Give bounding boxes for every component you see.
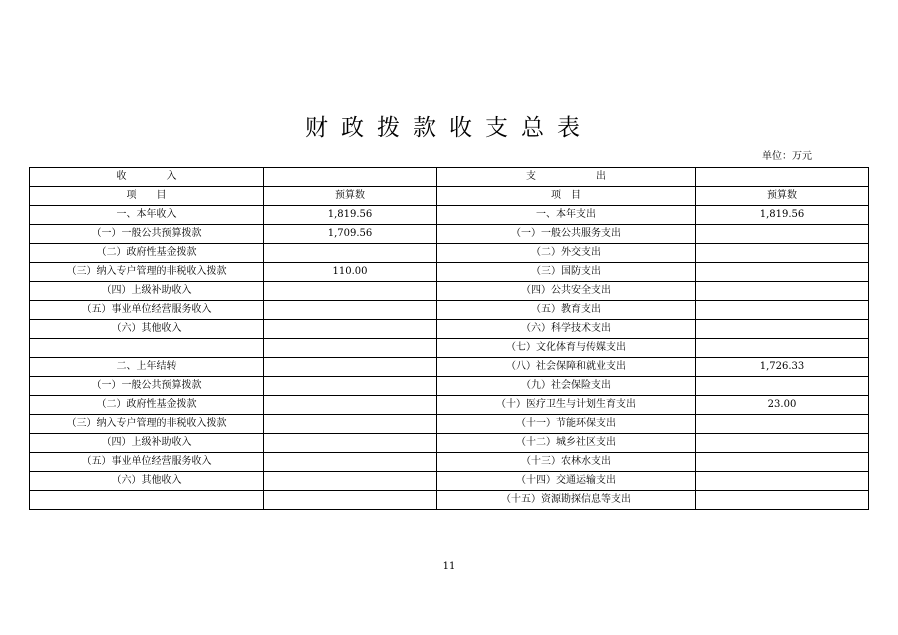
expense-value-cell [696, 453, 869, 472]
expense-item-cell: （三）国防支出 [437, 263, 696, 282]
income-item-cell: （三）纳入专户管理的非税收入拨款 [30, 263, 264, 282]
expense-value-cell [696, 434, 869, 453]
table-row [30, 206, 869, 225]
table-row [30, 377, 869, 396]
expense-value-cell [696, 339, 869, 358]
expense-value-cell [696, 301, 869, 320]
income-item-cell: （三）纳入专户管理的非税收入拨款 [30, 415, 264, 434]
income-section-blank [264, 168, 437, 187]
expense-value-cell [696, 263, 869, 282]
income-value-cell [264, 377, 437, 396]
expense-item-cell: （四）公共安全支出 [437, 282, 696, 301]
table-row [30, 263, 869, 282]
expense-item-cell: （二）外交支出 [437, 244, 696, 263]
table-row [30, 358, 869, 377]
expense-item-cell: （五）教育支出 [437, 301, 696, 320]
expense-section-header: 支 出 [437, 168, 696, 187]
income-item-cell: （四）上级补助收入 [30, 434, 264, 453]
table-row [30, 415, 869, 434]
income-value-cell [264, 301, 437, 320]
income-item-cell [30, 339, 264, 358]
income-item-header: 项 目 [30, 187, 264, 206]
income-item-cell: 二、上年结转 [30, 358, 264, 377]
expense-item-cell: 一、本年支出 [437, 206, 696, 225]
expense-item-cell: （十）医疗卫生与计划生育支出 [437, 396, 696, 415]
expense-value-cell [696, 244, 869, 263]
expense-value-cell [696, 377, 869, 396]
income-value-cell [264, 453, 437, 472]
table-row [30, 434, 869, 453]
expense-item-cell: （七）文化体育与传媒支出 [437, 339, 696, 358]
expense-item-cell: （八）社会保障和就业支出 [437, 358, 696, 377]
income-budget-header: 预算数 [264, 187, 437, 206]
income-item-cell: （一）一般公共预算拨款 [30, 377, 264, 396]
income-value-cell: 1,709.56 [264, 225, 437, 244]
expense-value-cell: 1,726.33 [696, 358, 869, 377]
page-number: 11 [442, 561, 456, 572]
income-value-cell [264, 415, 437, 434]
table-row [30, 396, 869, 415]
income-item-cell: 一、本年收入 [30, 206, 264, 225]
expense-value-cell [696, 282, 869, 301]
income-value-cell [264, 434, 437, 453]
income-item-cell: （一）一般公共预算拨款 [30, 225, 264, 244]
expense-item-cell: （十五）资源勘探信息等支出 [437, 491, 696, 510]
expense-item-cell: （十二）城乡社区支出 [437, 434, 696, 453]
income-value-cell [264, 244, 437, 263]
unit-label: 单位：万元 [762, 151, 812, 162]
expense-section-blank [696, 168, 869, 187]
income-value-cell [264, 396, 437, 415]
income-value-cell [264, 339, 437, 358]
income-value-cell [264, 491, 437, 510]
income-item-cell [30, 491, 264, 510]
income-value-cell: 110.00 [264, 263, 437, 282]
expense-value-cell [696, 472, 869, 491]
table-row [30, 225, 869, 244]
income-item-cell: （二）政府性基金拨款 [30, 244, 264, 263]
expense-item-cell: （十三）农林水支出 [437, 453, 696, 472]
table-row [30, 339, 869, 358]
expense-item-cell: （十四）交通运输支出 [437, 472, 696, 491]
budget-summary-table [29, 167, 869, 510]
expense-item-cell: （一）一般公共服务支出 [437, 225, 696, 244]
expense-budget-header: 预算数 [696, 187, 869, 206]
expense-item-cell: （十一）节能环保支出 [437, 415, 696, 434]
table-row [30, 301, 869, 320]
table-row [30, 453, 869, 472]
income-section-header: 收 入 [30, 168, 264, 187]
expense-value-cell [696, 320, 869, 339]
income-value-cell: 1,819.56 [264, 206, 437, 225]
income-item-cell: （五）事业单位经营服务收入 [30, 301, 264, 320]
table-row [30, 472, 869, 491]
expense-value-cell [696, 225, 869, 244]
income-item-cell: （六）其他收入 [30, 472, 264, 491]
column-header-row [30, 187, 869, 206]
income-item-cell: （二）政府性基金拨款 [30, 396, 264, 415]
table-row [30, 282, 869, 301]
expense-item-header: 项 目 [437, 187, 696, 206]
income-value-cell [264, 472, 437, 491]
income-item-cell: （四）上级补助收入 [30, 282, 264, 301]
income-item-cell: （五）事业单位经营服务收入 [30, 453, 264, 472]
section-header-row [30, 168, 869, 187]
page-title: 财政拨款收支总表 [305, 115, 593, 141]
expense-item-cell: （六）科学技术支出 [437, 320, 696, 339]
income-value-cell [264, 320, 437, 339]
income-value-cell [264, 358, 437, 377]
table-row [30, 244, 869, 263]
expense-value-cell: 23.00 [696, 396, 869, 415]
expense-item-cell: （九）社会保险支出 [437, 377, 696, 396]
table-row [30, 491, 869, 510]
income-item-cell: （六）其他收入 [30, 320, 264, 339]
table-row [30, 320, 869, 339]
income-value-cell [264, 282, 437, 301]
expense-value-cell: 1,819.56 [696, 206, 869, 225]
expense-value-cell [696, 491, 869, 510]
expense-value-cell [696, 415, 869, 434]
